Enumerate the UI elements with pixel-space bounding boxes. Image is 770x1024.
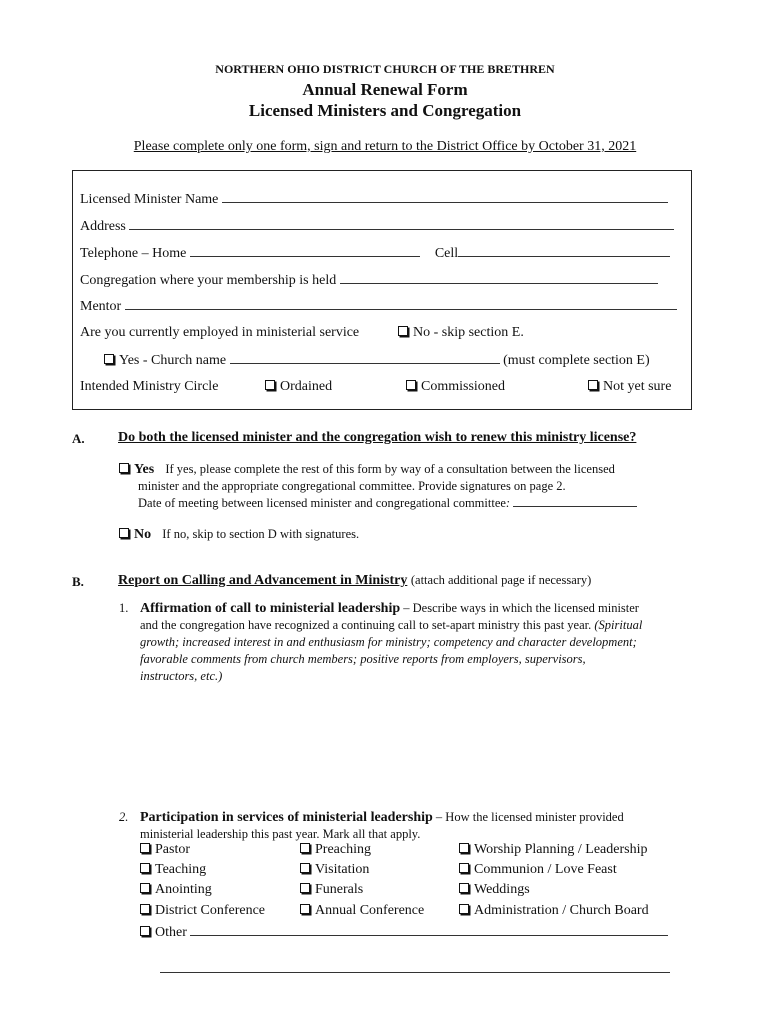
administration-checkbox[interactable] [459, 904, 469, 914]
section-b-letter: B. [72, 574, 84, 589]
visitation-checkbox[interactable] [300, 863, 310, 873]
item1-italic3: favorable comments from church members; positive reports from employers, supervisors, [140, 652, 586, 666]
communion-checkbox[interactable] [459, 863, 469, 873]
option-other[interactable] [140, 924, 668, 941]
address-field[interactable] [129, 218, 674, 230]
option-pastor[interactable] [140, 842, 190, 858]
administration-label: Administration / Church Board [474, 903, 649, 918]
not-sure-label: Not yet sure [603, 379, 672, 394]
mentor-row [80, 298, 677, 315]
commissioned-label: Commissioned [421, 379, 506, 394]
option-anointing[interactable] [140, 882, 212, 898]
telephone-home-label: Telephone – Home [80, 246, 187, 261]
minister-name-label: Licensed Minister Name [80, 192, 219, 207]
item1-number: 1. [119, 601, 129, 615]
item2-text2: ministerial leadership this past year. Mark all that apply. [140, 827, 421, 841]
employed-question: Are you currently employed in ministerial service [80, 325, 360, 340]
not-sure-checkbox[interactable] [588, 380, 598, 390]
minister-name-field[interactable] [222, 191, 668, 203]
commissioned-checkbox[interactable] [406, 380, 416, 390]
cell-label: Cell [434, 246, 459, 261]
worship-planning-label: Worship Planning / Leadership [474, 842, 648, 857]
yes-church-row [104, 352, 650, 369]
communion-label: Communion / Love Feast [474, 862, 617, 877]
mentor-label: Mentor [80, 299, 122, 314]
ministry-circle-label: Intended Ministry Circle [80, 379, 219, 394]
item2-number: 2. [119, 810, 129, 824]
item2-block [140, 809, 710, 843]
anointing-checkbox[interactable] [140, 883, 150, 893]
minister-name-row [80, 191, 668, 208]
district-conference-checkbox[interactable] [140, 904, 150, 914]
congregation-field[interactable] [340, 272, 658, 284]
section-a-no-block [119, 526, 359, 543]
yes-church-label: Yes - Church name [119, 353, 227, 368]
congregation-label: Congregation where your membership is held [80, 273, 337, 288]
address-row [80, 218, 674, 235]
teaching-checkbox[interactable] [140, 863, 150, 873]
ordained-option[interactable] [265, 379, 332, 395]
church-name-field[interactable] [230, 352, 500, 364]
ordained-label: Ordained [280, 379, 333, 394]
anointing-label: Anointing [155, 882, 212, 897]
commissioned-option[interactable] [406, 379, 505, 395]
annual-conference-label: Annual Conference [315, 903, 425, 918]
section-a-yes-text2: minister and the appropriate congregational committee. Provide signatures on page 2. [138, 479, 566, 493]
option-annual-conference[interactable] [300, 903, 424, 919]
preaching-checkbox[interactable] [300, 843, 310, 853]
section-b-heading: Report on Calling and Advancement in Ministry [118, 573, 408, 588]
item1-italic2: growth; increased interest in and enthusiasm for ministry; competency and character development; [140, 635, 637, 649]
section-a-yes-text3-colon: : [505, 496, 511, 510]
no-skip-label: No - skip section E. [413, 325, 524, 340]
section-a-yes-text1: If yes, please complete the rest of this form by way of a consultation between the licensed [165, 462, 615, 476]
item1-italic1: (Spiritual [594, 618, 643, 632]
item1-text1: – Describe ways in which the licensed minister [403, 601, 639, 615]
instruction-text: Please complete only one form, sign and return to the District Office by October 31, 2021 [133, 139, 637, 154]
cell-field[interactable] [458, 245, 670, 257]
telephone-home-field[interactable] [190, 245, 420, 257]
ordained-checkbox[interactable] [265, 380, 275, 390]
other-extra-line[interactable] [160, 960, 670, 973]
form-title: Annual Renewal Form [302, 80, 468, 99]
teaching-label: Teaching [155, 862, 207, 877]
mentor-field[interactable] [125, 298, 677, 310]
option-preaching[interactable] [300, 842, 371, 858]
telephone-row [80, 245, 670, 262]
option-communion[interactable] [459, 862, 617, 878]
other-label: Other [155, 925, 187, 940]
section-b-heading-note: (attach additional page if necessary) [410, 573, 592, 587]
section-b-heading-row [118, 573, 591, 589]
annual-conference-checkbox[interactable] [300, 904, 310, 914]
option-district-conference[interactable] [140, 903, 265, 919]
item1-block [140, 600, 710, 685]
option-visitation[interactable] [300, 862, 369, 878]
preaching-label: Preaching [315, 842, 371, 857]
visitation-label: Visitation [315, 862, 370, 877]
worship-planning-checkbox[interactable] [459, 843, 469, 853]
option-teaching[interactable] [140, 862, 206, 878]
must-complete-note: (must complete section E) [503, 353, 650, 368]
section-a-heading: Do both the licensed minister and the congregation wish to renew this ministry license? [118, 430, 637, 445]
item2-title: Participation in services of ministerial leadership [140, 810, 433, 825]
form-subtitle: Licensed Ministers and Congregation [248, 101, 522, 120]
weddings-label: Weddings [474, 882, 530, 897]
section-a-no-label: No [134, 527, 152, 542]
section-a-letter: A. [72, 431, 85, 446]
option-administration[interactable] [459, 903, 649, 919]
section-a-no-text: If no, skip to section D with signatures. [162, 527, 360, 541]
section-a-no-checkbox[interactable] [119, 528, 129, 538]
section-a-yes-checkbox[interactable] [119, 463, 129, 473]
not-sure-option[interactable] [588, 379, 671, 395]
section-a-yes-label: Yes [134, 462, 155, 477]
yes-church-checkbox[interactable] [104, 354, 114, 364]
no-skip-checkbox[interactable] [398, 326, 408, 336]
option-weddings[interactable] [459, 882, 530, 898]
pastor-label: Pastor [155, 842, 190, 857]
section-a-yes-block [119, 461, 699, 512]
funerals-checkbox[interactable] [300, 883, 310, 893]
congregation-row [80, 272, 658, 289]
other-field[interactable] [190, 924, 668, 936]
item1-title: Affirmation of call to ministerial leadership [140, 601, 401, 616]
employed-row [80, 325, 359, 341]
meeting-date-field[interactable] [513, 495, 637, 507]
item1-text2: and the congregation have recognized a continuing call to set-apart ministry this past year. [140, 618, 592, 632]
funerals-label: Funerals [315, 882, 364, 897]
organization-name: NORTHERN OHIO DISTRICT CHURCH OF THE BRETHREN [215, 62, 555, 76]
district-conference-label: District Conference [155, 903, 266, 918]
section-a-yes-text3: Date of meeting between licensed minister and congregational committee [138, 496, 506, 510]
other-checkbox[interactable] [140, 926, 150, 936]
pastor-checkbox[interactable] [140, 843, 150, 853]
option-funerals[interactable] [300, 882, 363, 898]
address-label: Address [80, 219, 126, 234]
item2-text1: – How the licensed minister provided [435, 810, 624, 824]
option-worship-planning[interactable] [459, 842, 647, 858]
item1-italic4: instructors, etc.) [140, 669, 223, 683]
weddings-checkbox[interactable] [459, 883, 469, 893]
no-skip-option[interactable] [398, 325, 524, 341]
